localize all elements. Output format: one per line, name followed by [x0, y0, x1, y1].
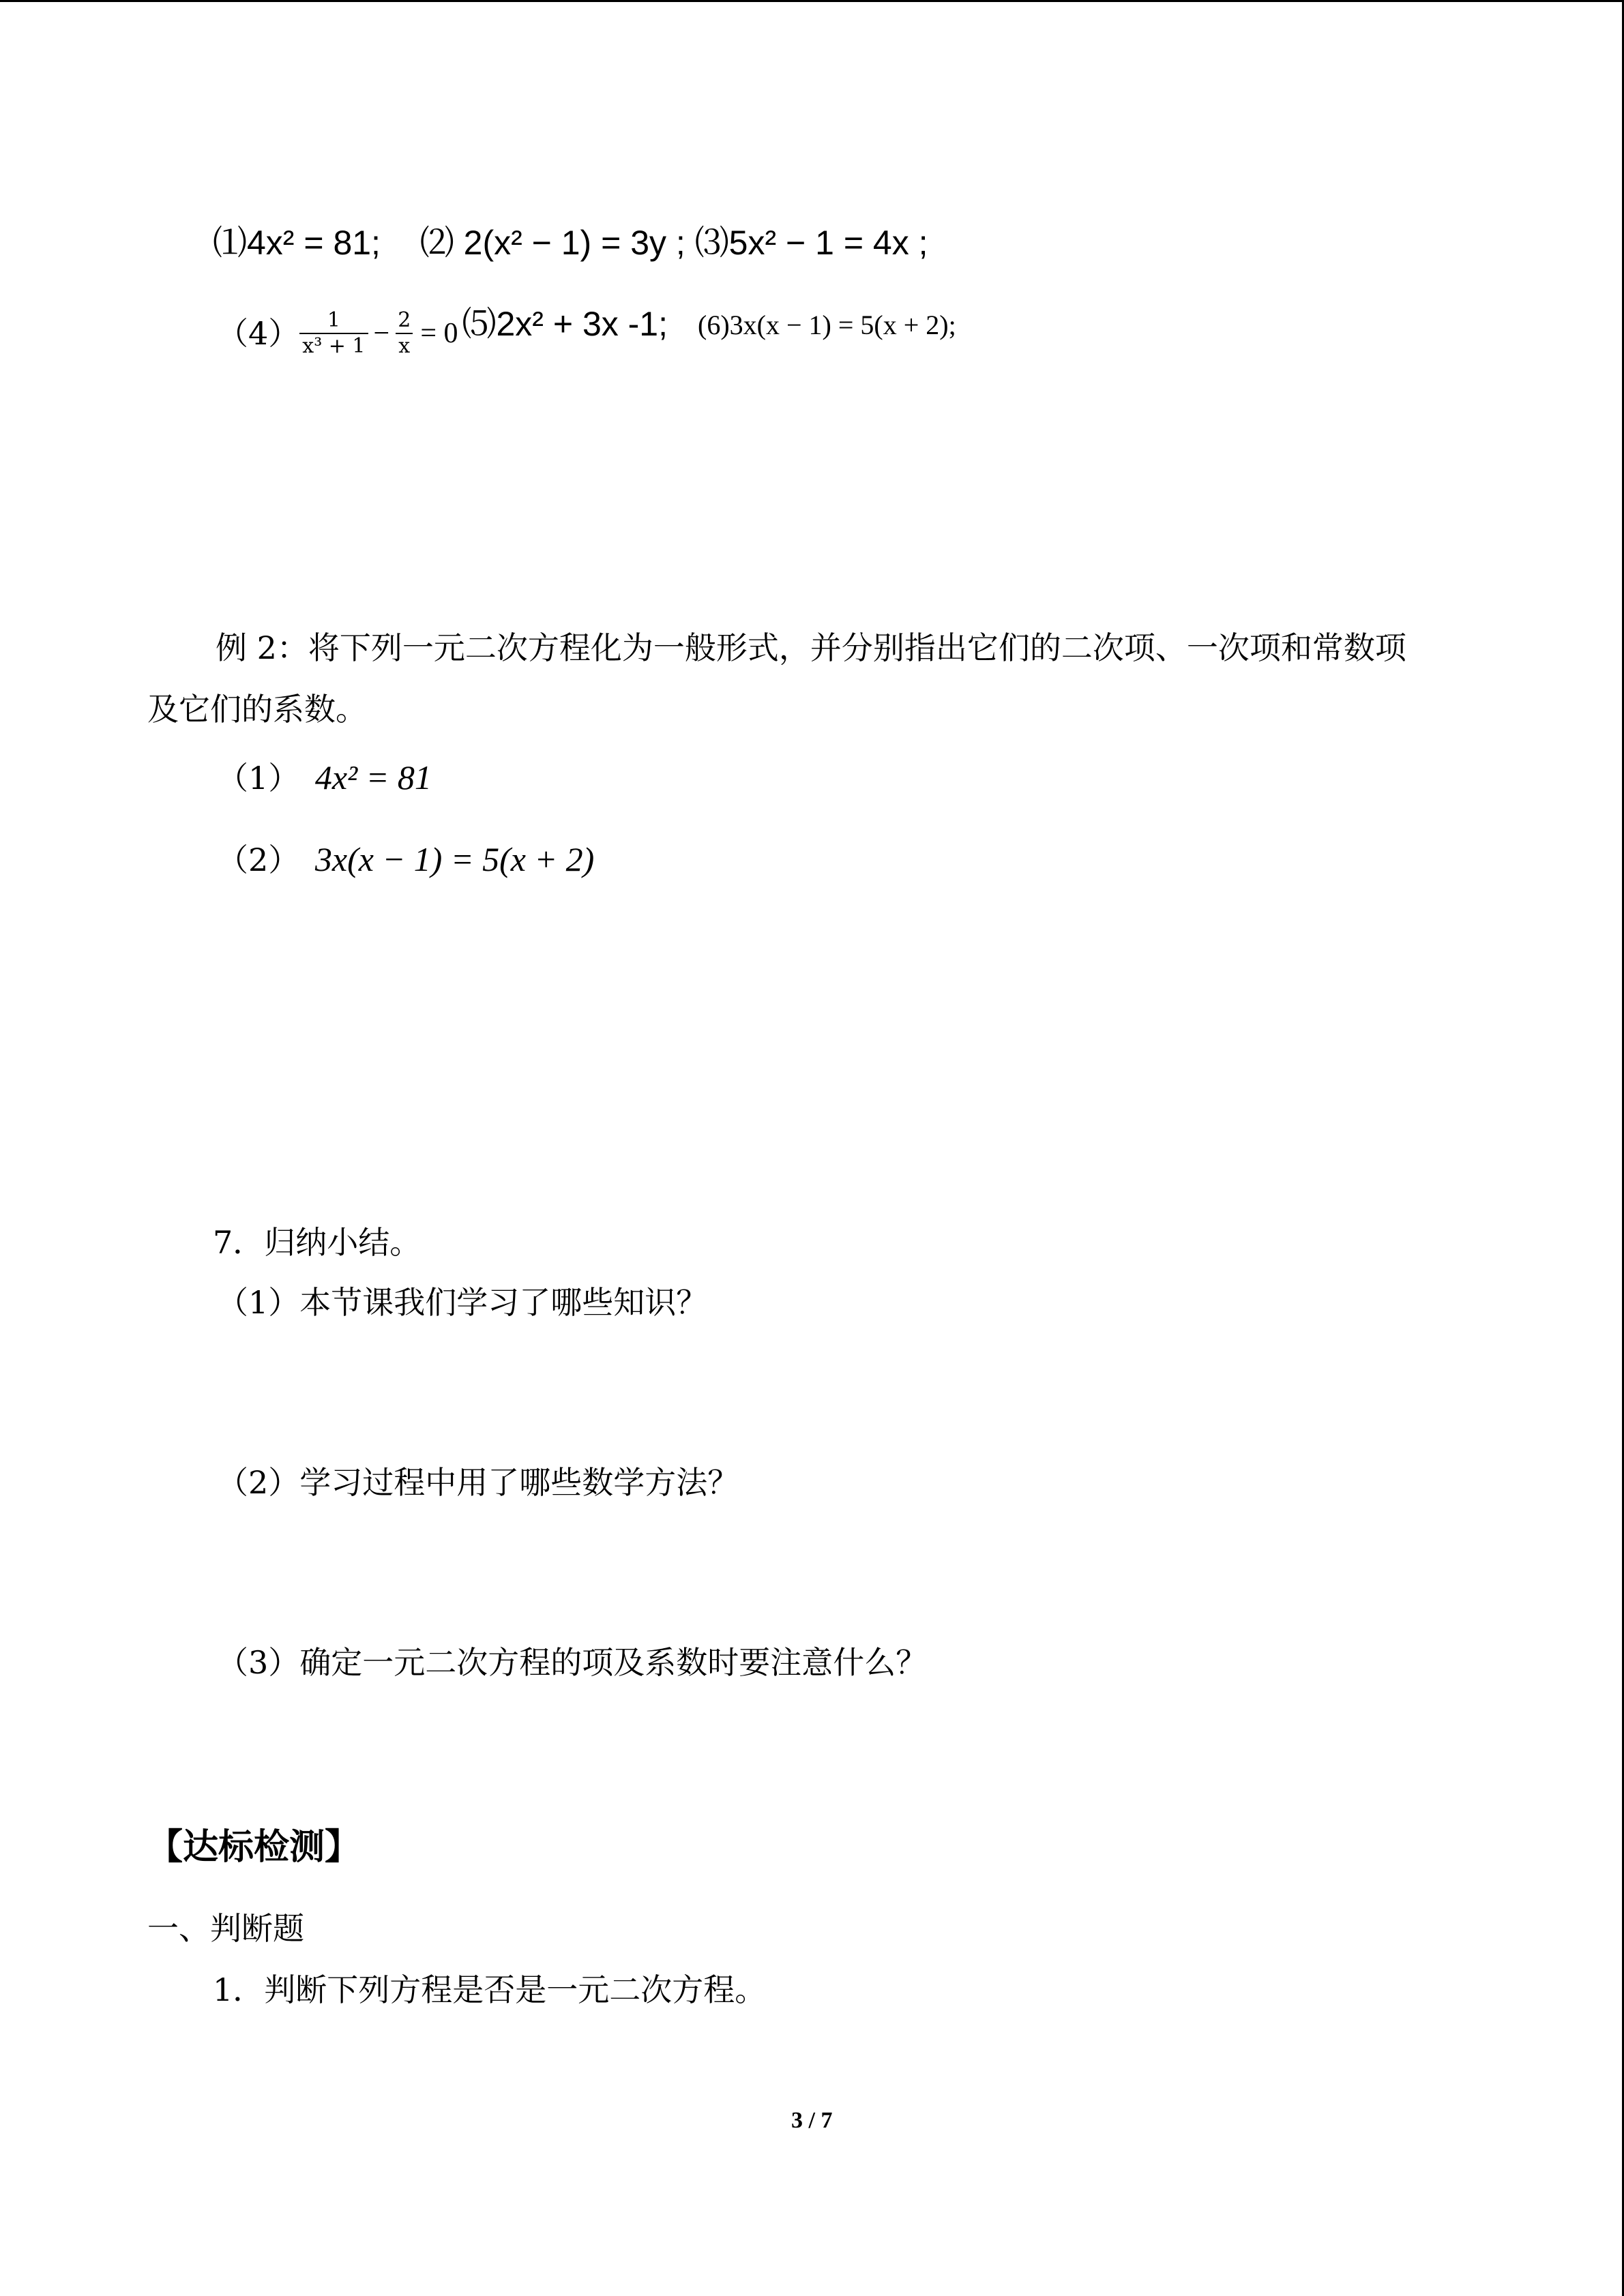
question-type-heading: 一、判断题	[147, 1910, 304, 1947]
section-heading: 【达标检测】	[147, 1827, 361, 1868]
item-1-label: （1）	[217, 760, 300, 796]
item-1-equation: 4x² = 81	[314, 758, 432, 796]
equation-4-label: （4）	[217, 315, 300, 352]
equation-3: ⑶5x² − 1 = 4x ;	[694, 224, 928, 262]
equation-1: ⑴4x² = 81;	[213, 224, 381, 262]
test-item-1: 1．判断下列方程是否是一元二次方程。	[213, 1971, 767, 2008]
example-2-item-1	[217, 757, 432, 799]
equation-6: (6)3x(x − 1) = 5(x + 2);	[698, 310, 956, 340]
equations-row-1	[213, 222, 928, 263]
summary-question-3: （3）确定一元二次方程的项及系数时要注意什么？	[217, 1644, 928, 1681]
equation-5: ⑸2x² + 3x -1;	[462, 305, 668, 343]
equation-4-fraction-2: $\frac{2}{x}$	[395, 308, 413, 359]
summary-question-2: （2）学习过程中用了哪些数学方法？	[217, 1464, 739, 1501]
item-2-label: （2）	[217, 841, 300, 878]
equation-4-rhs: = 0	[420, 318, 458, 349]
item-2-equation: 3x(x − 1) = 5(x + 2)	[314, 840, 595, 878]
equation-2: ⑵ 2(x² − 1) = 3y ;	[419, 224, 685, 262]
example-2-line-1: 例 2：将下列一元二次方程化为一般形式，并分别指出它们的二次项、一次项和常数项	[216, 629, 1406, 666]
equations-row-2: （4） $\frac{1}{\text{x³ + 1}}$ − $\frac{2}{x}$ = 0 ⑸2x² + 3x -1; (6)3x(x − 1) = 5(x + 2);	[217, 305, 956, 358]
summary-title: 7．归纳小结。	[213, 1224, 422, 1261]
equation-4-fraction-1: $\frac{1}{\text{x³ + 1}}$	[299, 308, 368, 359]
example-2-line-2: 及它们的系数。	[147, 691, 367, 728]
top-border	[0, 0, 1624, 2]
summary-question-1: （1）本节课我们学习了哪些知识？	[217, 1284, 708, 1321]
example-2-item-2	[217, 839, 594, 880]
page-number: 3 / 7	[791, 2108, 833, 2133]
